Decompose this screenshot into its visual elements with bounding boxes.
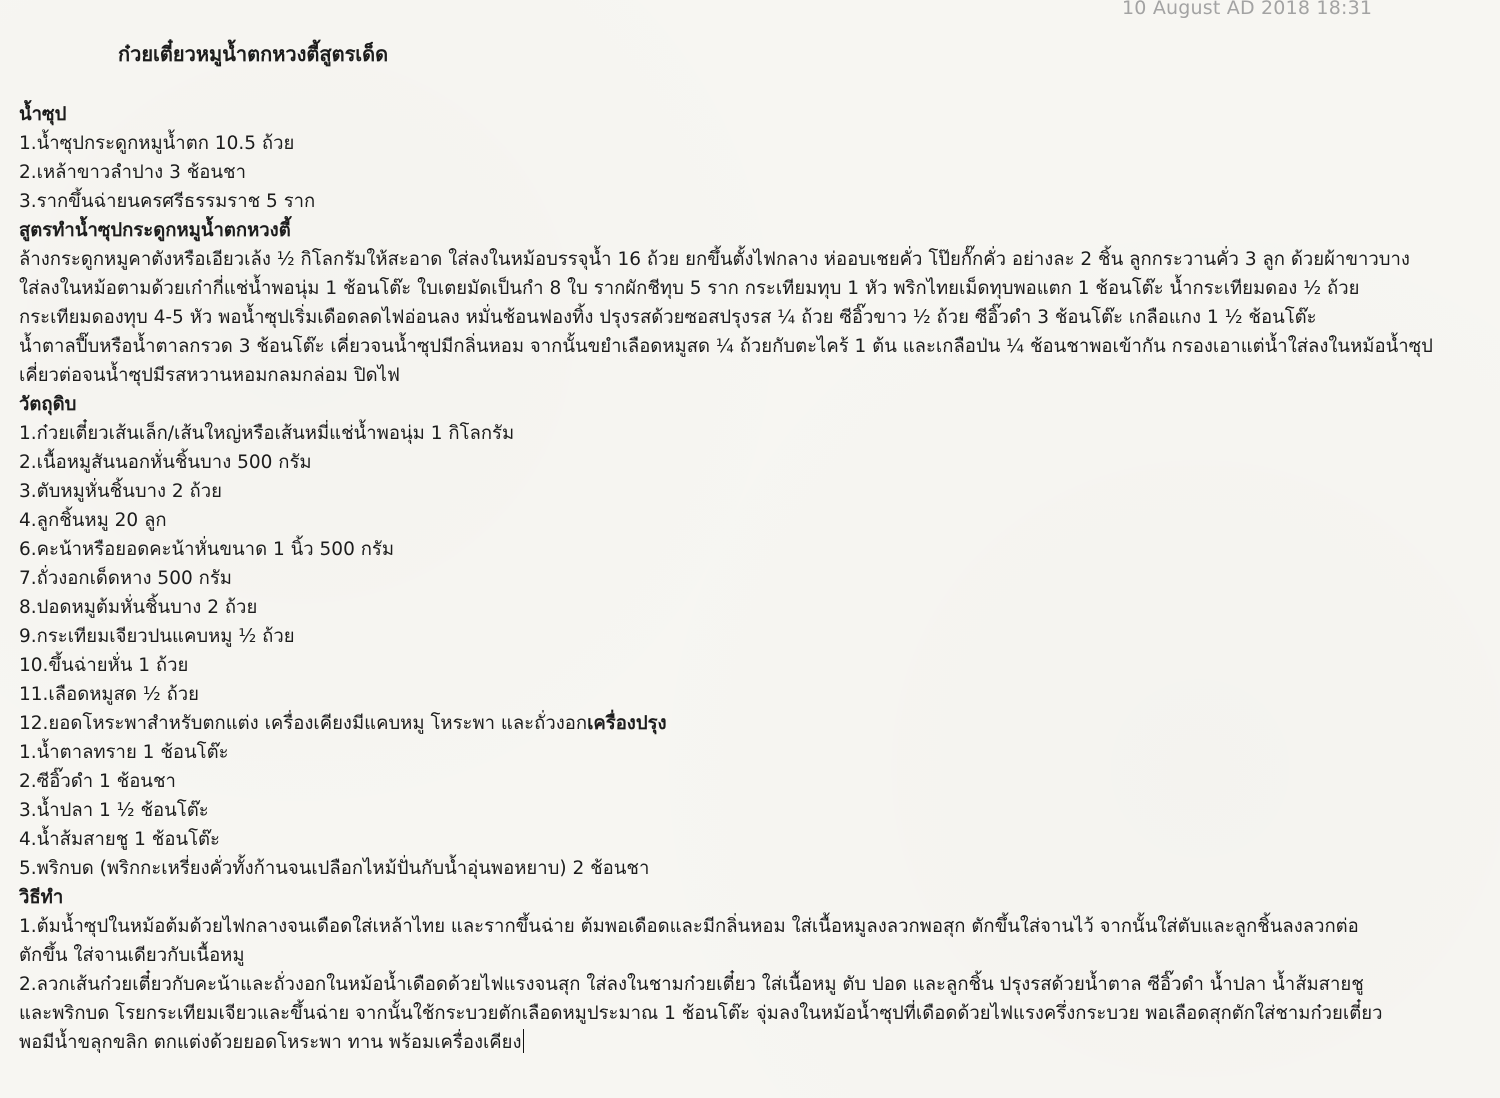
ingredient-item: 2.เนื้อหมูสันนอกหั่นชิ้นบาง 500 กรัม [19,452,312,473]
method-line: พอมีน้ำขลุกขลิก ตกแต่งด้วยยอดโหระพา ทาน พร้อมเครื่องเคียง [19,1032,522,1053]
seasoning-heading: เครื่องปรุง [587,713,667,734]
method-line: ตักขึ้น ใส่จานเดียวกับเนื้อหมู [19,945,245,966]
broth-item: 2.เหล้าขาวลำปาง 3 ช้อนชา [19,162,246,183]
broth-recipe-line: ใส่ลงในหม้อตามด้วยเก๋ากี่แช่น้ำพอนุ่ม 1 ช้อนโต๊ะ ใบเตยมัดเป็นกำ 8 ใบ รากผักชีทุบ 5 ราก กระเทียมทุบ 1 หัว พริกไทยเม็ดทุบพอแตก 1 ช้อนโต๊ะ น้ำกระเทียมดอง ½ ถ้วย [19,278,1360,299]
method-last-line [19,1028,1491,1057]
seasoning-item: 1.น้ำตาลทราย 1 ช้อนโต๊ะ [19,742,229,763]
note-timestamp: 10 August AD 2018 18:31 [1122,0,1373,19]
broth-heading: น้ำซุป [19,104,67,125]
text-cursor [523,1029,524,1053]
ingredient-item-12: 12.ยอดโหระพาสำหรับตกแต่ง เครื่องเคียงมีแคบหมู โหระพา และถั่วงอก [19,713,588,734]
ingredient-item: 1.ก๋วยเตี๋ยวเส้นเล็ก/เส้นใหญ่หรือเส้นหมี่แช่น้ำพอนุ่ม 1 กิโลกรัม [19,423,515,444]
ingredient-item: 11.เลือดหมูสด ½ ถ้วย [19,684,200,705]
ingredient-item: 4.ลูกชิ้นหมู 20 ลูก [19,510,167,531]
seasoning-item: 4.น้ำส้มสายชู 1 ช้อนโต๊ะ [19,829,220,850]
seasoning-item: 2.ซีอิ๊วดำ 1 ช้อนชา [19,771,176,792]
seasoning-item: 3.น้ำปลา 1 ½ ช้อนโต๊ะ [19,800,209,821]
ingredient-item: 7.ถั่วงอกเด็ดหาง 500 กรัม [19,568,232,589]
method-line: 2.ลวกเส้นก๋วยเตี๋ยวกับคะน้าและถั่วงอกในหม้อน้ำเดือดด้วยไฟแรงจนสุก ใส่ลงในชามก๋วยเตี๋ยว ใส่เนื้อหมู ตับ ปอด และลูกชิ้น ปรุงรสด้วยน้ำตาล ซีอิ๊วดำ น้ำปลา น้ำส้มสายชู [19,974,1364,995]
broth-recipe-heading: สูตรทำน้ำซุปกระดูกหมูน้ำตกหวงตี้ [19,220,291,241]
note-body[interactable] [19,100,1491,1057]
broth-item: 1.น้ำซุปกระดูกหมูน้ำตก 10.5 ถ้วย [19,133,295,154]
method-line: 1.ต้มน้ำซุปในหม้อต้มด้วยไฟกลางจนเดือดใส่เหล้าไทย และรากขึ้นฉ่าย ต้มพอเดือดและมีกลิ่นหอม ใส่เนื้อหมูลงลวกพอสุก ตักขึ้นใส่จานไว้ จากนั้นใส่ตับและลูกชิ้นลงลวกต่อ [19,916,1359,937]
broth-recipe-line: ล้างกระดูกหมูคาตังหรือเอียวเล้ง ½ กิโลกรัมให้สะอาด ใส่ลงในหม้อบรรจุน้ำ 16 ถ้วย ยกขึ้นตั้งไฟกลาง ห่ออบเชยคั่ว โป๊ยกั๊กคั่ว อย่างละ 2 ชิ้น ลูกกระวานคั่ว 3 ลูก ด้วยผ้าขาวบาง [19,249,1410,270]
broth-recipe-line: เคี่ยวต่อจนน้ำซุปมีรสหวานหอมกลมกล่อม ปิดไฟ [19,365,401,386]
ingredient-item-with-seasoning-heading [19,709,1491,738]
ingredient-item: 8.ปอดหมูต้มหั่นชิ้นบาง 2 ถ้วย [19,597,258,618]
ingredient-item: 3.ตับหมูหั่นชิ้นบาง 2 ถ้วย [19,481,222,502]
ingredient-item: 6.คะน้าหรือยอดคะน้าหั่นขนาด 1 นิ้ว 500 กรัม [19,539,395,560]
seasoning-item: 5.พริกบด (พริกกะเหรี่ยงคั่วทั้งก้านจนเปลือกไหม้ปั่นกับน้ำอุ่นพอหยาบ) 2 ช้อนชา [19,858,650,879]
note-title[interactable]: ก๋วยเตี๋ยวหมูน้ำตกหวงตี้สูตรเด็ด [118,42,389,66]
ingredient-item: 10.ขึ้นฉ่ายหั่น 1 ถ้วย [19,655,189,676]
method-line: และพริกบด โรยกระเทียมเจียวและขึ้นฉ่าย จากนั้นใช้กระบวยตักเลือดหมูประมาณ 1 ช้อนโต๊ะ จุ่มลงในหม้อน้ำซุปที่เดือดด้วยไฟแรงครึ่งกระบวย พอเลือดสุกตักใส่ชามก๋วยเตี๋ยว [19,1003,1383,1024]
method-heading: วิธีทำ [19,887,64,908]
ingredients-heading: วัตถุดิบ [19,394,77,415]
ingredient-item: 9.กระเทียมเจียวปนแคบหมู ½ ถ้วย [19,626,295,647]
broth-recipe-line: น้ำตาลปี๊บหรือน้ำตาลกรวด 3 ช้อนโต๊ะ เคี่ยวจนน้ำซุปมีกลิ่นหอม จากนั้นขยำเลือดหมูสด ¼ ถ้วยกับตะไคร้ 1 ต้น และเกลือป่น ¼ ช้อนชาพอเข้ากัน กรองเอาแต่น้ำใส่ลงในหม้อน้ำซุป [19,336,1433,357]
broth-recipe-line: กระเทียมดองทุบ 4-5 หัว พอน้ำซุปเริ่มเดือดลดไฟอ่อนลง หมั่นช้อนฟองทิ้ง ปรุงรสด้วยซอสปรุงรส ¼ ถ้วย ซีอิ๊วขาว ½ ถ้วย ซีอิ๊วดำ 3 ช้อนโต๊ะ เกลือแกง 1 ½ ช้อนโต๊ะ [19,307,1317,328]
broth-item: 3.รากขึ้นฉ่ายนครศรีธรรมราช 5 ราก [19,191,316,212]
